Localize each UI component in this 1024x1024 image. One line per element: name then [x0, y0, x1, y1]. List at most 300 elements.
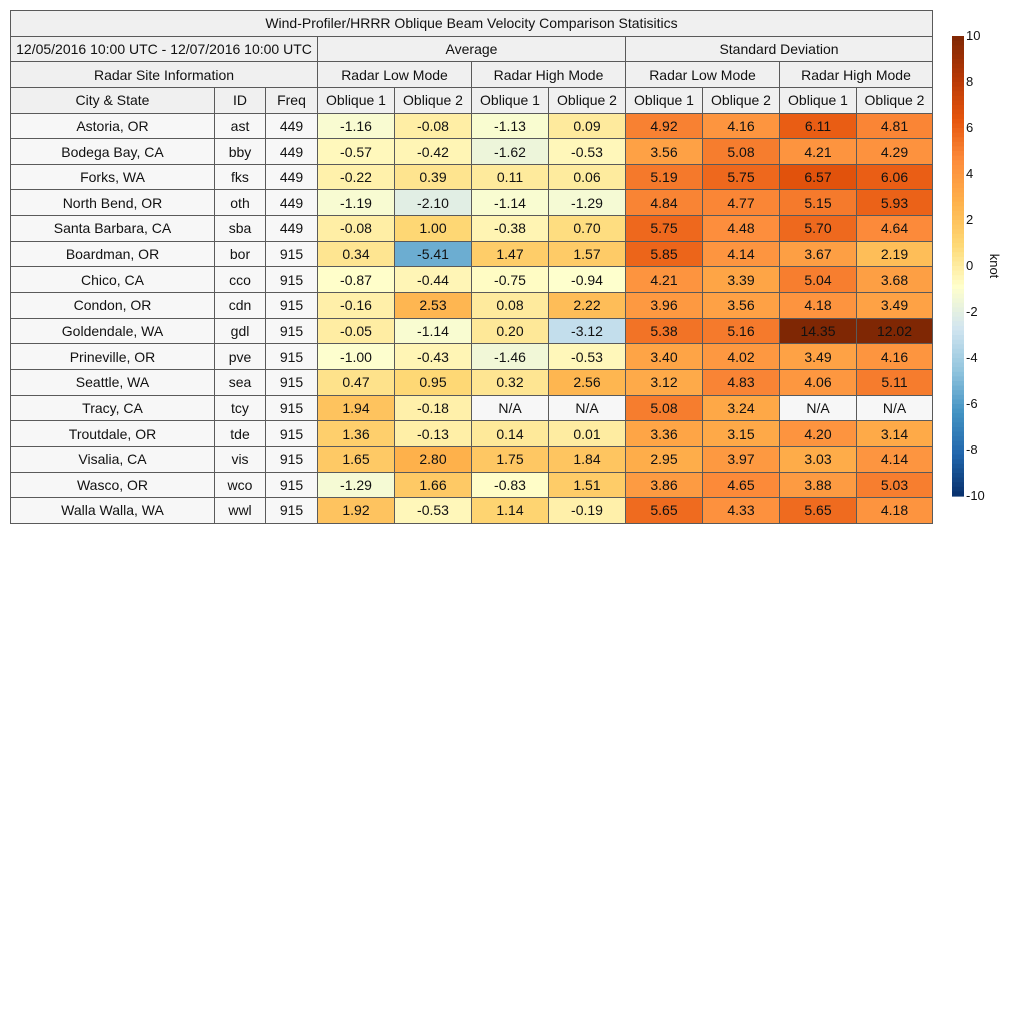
colorbar-band	[952, 422, 964, 427]
colorbar-band	[952, 303, 964, 308]
table-row	[11, 241, 933, 267]
colorbar-band	[952, 266, 964, 271]
colorbar-band	[952, 409, 964, 414]
table-row	[11, 293, 933, 319]
table-row	[11, 498, 933, 524]
site-city: Condon, OR	[11, 293, 215, 319]
value-cell: 4.33	[703, 498, 780, 524]
value-cell: 2.19	[857, 241, 933, 267]
colorbar-band	[952, 386, 964, 391]
site-id: bby	[215, 139, 266, 165]
value-cell: 0.34	[318, 241, 395, 267]
value-cell: -0.19	[549, 498, 626, 524]
site-freq: 449	[266, 216, 318, 242]
site-id: pve	[215, 344, 266, 370]
std-low-mode-header: Radar Low Mode	[626, 62, 780, 88]
site-id: fks	[215, 164, 266, 190]
value-cell: -0.43	[395, 344, 472, 370]
site-freq: 915	[266, 344, 318, 370]
site-city: Forks, WA	[11, 164, 215, 190]
value-cell: 3.39	[703, 267, 780, 293]
colorbar-band	[952, 358, 964, 363]
colorbar-band	[952, 432, 964, 437]
value-cell: 5.15	[780, 190, 857, 216]
colorbar-band	[952, 114, 964, 119]
value-cell: 1.00	[395, 216, 472, 242]
colorbar-band	[952, 179, 964, 184]
colorbar-band	[952, 436, 964, 441]
site-id: ast	[215, 113, 266, 139]
colorbar-band	[952, 284, 964, 289]
colorbar-band	[952, 234, 964, 239]
value-cell: -0.75	[472, 267, 549, 293]
value-cell: 5.03	[857, 472, 933, 498]
value-cell: 3.24	[703, 395, 780, 421]
colorbar-band	[952, 248, 964, 253]
site-city: Bodega Bay, CA	[11, 139, 215, 165]
value-cell: 4.77	[703, 190, 780, 216]
site-city: Tracy, CA	[11, 395, 215, 421]
colorbar-band	[952, 482, 964, 487]
site-id: tde	[215, 421, 266, 447]
value-cell: 0.39	[395, 164, 472, 190]
value-cell: 0.70	[549, 216, 626, 242]
colorbar-band	[952, 353, 964, 358]
value-cell: 3.36	[626, 421, 703, 447]
colorbar-tick-label: 4	[966, 166, 974, 181]
colorbar-band	[952, 36, 964, 41]
colorbar-band	[952, 468, 964, 473]
colorbar-band	[952, 160, 964, 165]
colorbar-band	[952, 82, 964, 87]
colorbar-band	[952, 312, 964, 317]
colorbar-label: knot	[987, 253, 1002, 279]
value-cell: 5.70	[780, 216, 857, 242]
colorbar-band	[952, 41, 964, 46]
colorbar-band	[952, 206, 964, 211]
value-cell: 5.93	[857, 190, 933, 216]
value-cell: 5.65	[626, 498, 703, 524]
colorbar-band	[952, 220, 964, 225]
std-deviation-header: Standard Deviation	[626, 36, 933, 62]
colorbar-band	[952, 363, 964, 368]
colorbar-band	[952, 68, 964, 73]
colorbar-band	[952, 381, 964, 386]
value-cell: 1.36	[318, 421, 395, 447]
value-cell: 0.11	[472, 164, 549, 190]
value-cell: 1.47	[472, 241, 549, 267]
colorbar-band	[952, 478, 964, 483]
value-cell: 2.95	[626, 446, 703, 472]
value-cell: 0.06	[549, 164, 626, 190]
site-city: Wasco, OR	[11, 472, 215, 498]
value-cell: 0.32	[472, 369, 549, 395]
colorbar-band	[952, 202, 964, 207]
value-cell: -0.94	[549, 267, 626, 293]
value-cell: 1.57	[549, 241, 626, 267]
value-cell: 5.11	[857, 369, 933, 395]
colorbar-band	[952, 307, 964, 312]
colorbar-band	[952, 271, 964, 276]
value-cell: 3.12	[626, 369, 703, 395]
value-cell: 5.08	[626, 395, 703, 421]
site-city: North Bend, OR	[11, 190, 215, 216]
value-cell: -0.42	[395, 139, 472, 165]
col-header-avg-high-oblique-2: Oblique 2	[549, 87, 626, 113]
colorbar-band	[952, 395, 964, 400]
value-cell: 3.67	[780, 241, 857, 267]
value-cell: N/A	[472, 395, 549, 421]
table-title: Wind-Profiler/HRRR Oblique Beam Velocity Comparison Statisitics	[11, 11, 933, 37]
colorbar-band	[952, 77, 964, 82]
colorbar-band	[952, 445, 964, 450]
value-cell: 4.29	[857, 139, 933, 165]
site-freq: 915	[266, 446, 318, 472]
colorbar-band	[952, 330, 964, 335]
table-row	[11, 113, 933, 139]
colorbar-band	[952, 459, 964, 464]
colorbar-band	[952, 464, 964, 469]
value-cell: 0.09	[549, 113, 626, 139]
site-city: Prineville, OR	[11, 344, 215, 370]
value-cell: 4.20	[780, 421, 857, 447]
site-city: Boardman, OR	[11, 241, 215, 267]
value-cell: -0.53	[549, 344, 626, 370]
value-cell: 4.18	[857, 498, 933, 524]
value-cell: 0.20	[472, 318, 549, 344]
site-city: Goldendale, WA	[11, 318, 215, 344]
value-cell: 14.35	[780, 318, 857, 344]
value-cell: N/A	[549, 395, 626, 421]
value-cell: -0.83	[472, 472, 549, 498]
value-cell: -1.00	[318, 344, 395, 370]
colorbar-band	[952, 261, 964, 266]
col-header-avg-high-oblique-1: Oblique 1	[472, 87, 549, 113]
value-cell: 3.97	[703, 446, 780, 472]
colorbar-band	[952, 326, 964, 331]
colorbar-band	[952, 418, 964, 423]
site-freq: 449	[266, 139, 318, 165]
site-id: sea	[215, 369, 266, 395]
value-cell: 12.02	[857, 318, 933, 344]
value-cell: 6.11	[780, 113, 857, 139]
colorbar-band	[952, 238, 964, 243]
colorbar-band	[952, 174, 964, 179]
colorbar-band	[952, 105, 964, 110]
colorbar-band	[952, 487, 964, 492]
col-header-city: City & State	[11, 87, 215, 113]
value-cell: -1.46	[472, 344, 549, 370]
colorbar-band	[952, 280, 964, 285]
value-cell: -1.29	[318, 472, 395, 498]
table-row	[11, 344, 933, 370]
value-cell: 4.83	[703, 369, 780, 395]
colorbar-tick-label: 6	[966, 120, 974, 135]
table-row	[11, 216, 933, 242]
colorbar-band	[952, 183, 964, 188]
value-cell: 0.14	[472, 421, 549, 447]
colorbar-band	[952, 289, 964, 294]
value-cell: -0.08	[318, 216, 395, 242]
value-cell: 4.16	[703, 113, 780, 139]
value-cell: 5.38	[626, 318, 703, 344]
value-cell: 1.92	[318, 498, 395, 524]
colorbar-band	[952, 450, 964, 455]
value-cell: 4.02	[703, 344, 780, 370]
value-cell: 0.08	[472, 293, 549, 319]
value-cell: -1.29	[549, 190, 626, 216]
value-cell: 5.75	[626, 216, 703, 242]
value-cell: 5.04	[780, 267, 857, 293]
colorbar-tick-label: -10	[966, 488, 985, 503]
colorbar-band	[952, 151, 964, 156]
site-id: cdn	[215, 293, 266, 319]
table-row	[11, 164, 933, 190]
colorbar-band	[952, 298, 964, 303]
value-cell: 1.94	[318, 395, 395, 421]
value-cell: 6.57	[780, 164, 857, 190]
value-cell: -1.14	[472, 190, 549, 216]
colorbar-tick-label: 8	[966, 74, 974, 89]
value-cell: 4.21	[626, 267, 703, 293]
colorbar-band	[952, 294, 964, 299]
value-cell: 4.65	[703, 472, 780, 498]
value-cell: 2.80	[395, 446, 472, 472]
avg-high-mode-header: Radar High Mode	[472, 62, 626, 88]
value-cell: -0.05	[318, 318, 395, 344]
value-cell: -5.41	[395, 241, 472, 267]
value-cell: 4.92	[626, 113, 703, 139]
value-cell: -0.08	[395, 113, 472, 139]
colorbar-band	[952, 91, 964, 96]
colorbar-band	[952, 340, 964, 345]
colorbar-band	[952, 427, 964, 432]
site-freq: 915	[266, 293, 318, 319]
value-cell: -3.12	[549, 318, 626, 344]
colorbar-band	[952, 50, 964, 55]
colorbar-band	[952, 390, 964, 395]
colorbar-band	[952, 344, 964, 349]
col-header-std-high-oblique-1: Oblique 1	[780, 87, 857, 113]
site-id: bor	[215, 241, 266, 267]
value-cell: 5.19	[626, 164, 703, 190]
site-freq: 915	[266, 498, 318, 524]
colorbar-band	[952, 455, 964, 460]
colorbar-band	[952, 128, 964, 133]
value-cell: 3.40	[626, 344, 703, 370]
value-cell: -1.14	[395, 318, 472, 344]
colorbar-band	[952, 211, 964, 216]
site-info-header: Radar Site Information	[11, 62, 318, 88]
value-cell: -1.16	[318, 113, 395, 139]
colorbar-tick-label: -6	[966, 396, 978, 411]
colorbar-band	[952, 64, 964, 69]
value-cell: 3.14	[857, 421, 933, 447]
value-cell: -2.10	[395, 190, 472, 216]
value-cell: 1.84	[549, 446, 626, 472]
value-cell: 3.86	[626, 472, 703, 498]
colorbar-band	[952, 349, 964, 354]
colorbar-band	[952, 146, 964, 151]
value-cell: 5.08	[703, 139, 780, 165]
colorbar-band	[952, 119, 964, 124]
value-cell: -0.87	[318, 267, 395, 293]
site-id: wwl	[215, 498, 266, 524]
value-cell: 3.56	[703, 293, 780, 319]
col-header-std-high-oblique-2: Oblique 2	[857, 87, 933, 113]
colorbar-band	[952, 372, 964, 377]
colorbar-band	[952, 96, 964, 101]
site-id: gdl	[215, 318, 266, 344]
value-cell: 4.21	[780, 139, 857, 165]
colorbar-band	[952, 133, 964, 138]
site-city: Astoria, OR	[11, 113, 215, 139]
colorbar-band	[952, 215, 964, 220]
colorbar-band	[952, 197, 964, 202]
col-header-std-low-oblique-1: Oblique 1	[626, 87, 703, 113]
value-cell: -0.38	[472, 216, 549, 242]
value-cell: 4.48	[703, 216, 780, 242]
value-cell: 2.22	[549, 293, 626, 319]
value-cell: 2.56	[549, 369, 626, 395]
colorbar-band	[952, 156, 964, 161]
colorbar-band	[952, 59, 964, 64]
value-cell: 4.64	[857, 216, 933, 242]
value-cell: -0.16	[318, 293, 395, 319]
value-cell: N/A	[780, 395, 857, 421]
site-city: Seattle, WA	[11, 369, 215, 395]
colorbar-band	[952, 376, 964, 381]
colorbar-tick-label: 10	[966, 28, 981, 43]
value-cell: -0.53	[549, 139, 626, 165]
value-cell: 3.68	[857, 267, 933, 293]
value-cell: 3.15	[703, 421, 780, 447]
colorbar-tick-label: 2	[966, 212, 974, 227]
site-id: tcy	[215, 395, 266, 421]
value-cell: 5.65	[780, 498, 857, 524]
colorbar-band	[952, 229, 964, 234]
site-freq: 915	[266, 318, 318, 344]
value-cell: 4.14	[703, 241, 780, 267]
col-header-freq: Freq	[266, 87, 318, 113]
colorbar	[948, 28, 1018, 508]
colorbar-band	[952, 321, 964, 326]
colorbar-tick-label: -8	[966, 442, 978, 457]
value-cell: 1.14	[472, 498, 549, 524]
value-cell: 4.14	[857, 446, 933, 472]
site-id: cco	[215, 267, 266, 293]
avg-low-mode-header: Radar Low Mode	[318, 62, 472, 88]
colorbar-band	[952, 367, 964, 372]
colorbar-gradient	[952, 36, 964, 497]
site-freq: 915	[266, 472, 318, 498]
site-freq: 449	[266, 164, 318, 190]
value-cell: 3.49	[857, 293, 933, 319]
value-cell: 4.81	[857, 113, 933, 139]
colorbar-band	[952, 192, 964, 197]
site-freq: 915	[266, 421, 318, 447]
value-cell: -1.19	[318, 190, 395, 216]
site-id: sba	[215, 216, 266, 242]
col-header-avg-low-oblique-1: Oblique 1	[318, 87, 395, 113]
value-cell: -0.57	[318, 139, 395, 165]
value-cell: 5.85	[626, 241, 703, 267]
colorbar-band	[952, 142, 964, 147]
value-cell: 5.75	[703, 164, 780, 190]
value-cell: -1.13	[472, 113, 549, 139]
value-cell: 0.01	[549, 421, 626, 447]
value-cell: 4.84	[626, 190, 703, 216]
site-id: vis	[215, 446, 266, 472]
table-row	[11, 446, 933, 472]
site-city: Troutdale, OR	[11, 421, 215, 447]
value-cell: 5.16	[703, 318, 780, 344]
value-cell: 1.66	[395, 472, 472, 498]
value-cell: 0.95	[395, 369, 472, 395]
colorbar-band	[952, 123, 964, 128]
site-city: Chico, CA	[11, 267, 215, 293]
value-cell: -0.13	[395, 421, 472, 447]
colorbar-band	[952, 257, 964, 262]
colorbar-tick-label: 0	[966, 258, 974, 273]
date-range: 12/05/2016 10:00 UTC - 12/07/2016 10:00 UTC	[11, 36, 318, 62]
value-cell: -0.22	[318, 164, 395, 190]
table-row	[11, 421, 933, 447]
value-cell: 2.53	[395, 293, 472, 319]
colorbar-band	[952, 165, 964, 170]
average-header: Average	[318, 36, 626, 62]
table-row	[11, 395, 933, 421]
colorbar-tick-label: -4	[966, 350, 978, 365]
site-freq: 915	[266, 369, 318, 395]
site-id: wco	[215, 472, 266, 498]
value-cell: 3.03	[780, 446, 857, 472]
site-city: Walla Walla, WA	[11, 498, 215, 524]
colorbar-band	[952, 404, 964, 409]
colorbar-band	[952, 491, 964, 496]
site-freq: 915	[266, 241, 318, 267]
col-header-avg-low-oblique-2: Oblique 2	[395, 87, 472, 113]
table-row	[11, 139, 933, 165]
colorbar-band	[952, 137, 964, 142]
value-cell: -0.44	[395, 267, 472, 293]
site-freq: 915	[266, 395, 318, 421]
table-row	[11, 472, 933, 498]
site-id: oth	[215, 190, 266, 216]
value-cell: 3.88	[780, 472, 857, 498]
colorbar-band	[952, 110, 964, 115]
colorbar-band	[952, 317, 964, 322]
table-row	[11, 190, 933, 216]
site-city: Santa Barbara, CA	[11, 216, 215, 242]
colorbar-band	[952, 399, 964, 404]
site-freq: 449	[266, 113, 318, 139]
site-city: Visalia, CA	[11, 446, 215, 472]
colorbar-band	[952, 275, 964, 280]
value-cell: 3.96	[626, 293, 703, 319]
value-cell: 1.75	[472, 446, 549, 472]
colorbar-band	[952, 169, 964, 174]
std-high-mode-header: Radar High Mode	[780, 62, 933, 88]
value-cell: 0.47	[318, 369, 395, 395]
colorbar-band	[952, 252, 964, 257]
value-cell: 1.51	[549, 472, 626, 498]
colorbar-band	[952, 188, 964, 193]
colorbar-tick-label: -2	[966, 304, 978, 319]
value-cell: -0.53	[395, 498, 472, 524]
comparison-stats-table	[10, 10, 933, 524]
colorbar-band	[952, 413, 964, 418]
